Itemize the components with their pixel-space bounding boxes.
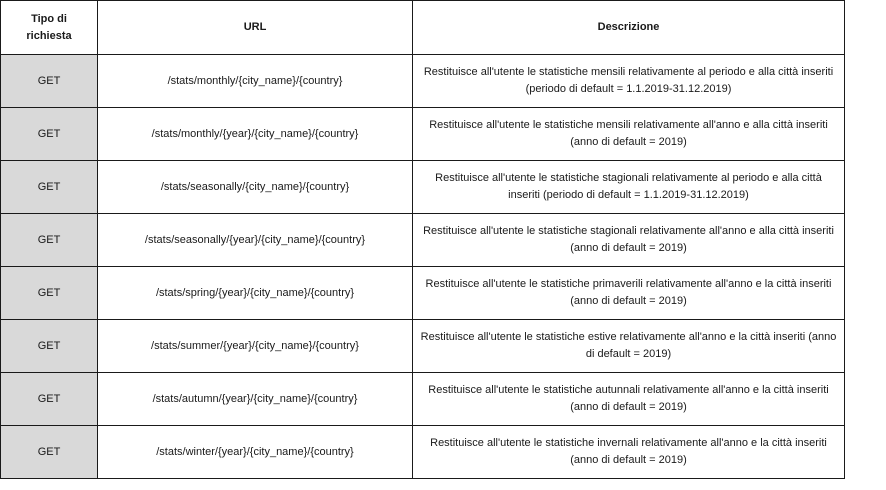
table-row [1, 214, 845, 267]
description-cell: Restituisce all'utente le statistiche stagionali relativamente al periodo e alla città inseriti (periodo di default = 1.1.2019-31.12.2019) [413, 161, 845, 214]
description-cell: Restituisce all'utente le statistiche autunnali relativamente all'anno e la città inseriti (anno di default = 2019) [413, 373, 845, 426]
description-cell: Restituisce all'utente le statistiche invernali relativamente all'anno e la città inseriti (anno di default = 2019) [413, 426, 845, 479]
description-cell: Restituisce all'utente le statistiche primaverili relativamente all'anno e la città inseriti (anno di default = 2019) [413, 267, 845, 320]
url-cell: /stats/spring/{year}/{city_name}/{country} [98, 267, 413, 320]
table-row [1, 267, 845, 320]
header-url: URL [98, 1, 413, 55]
url-cell: /stats/autumn/{year}/{city_name}/{country} [98, 373, 413, 426]
table-row [1, 161, 845, 214]
description-cell: Restituisce all'utente le statistiche stagionali relativamente all'anno e alla città inseriti (anno di default = 2019) [413, 214, 845, 267]
method-cell: GET [1, 320, 98, 373]
description-cell: Restituisce all'utente le statistiche mensili relativamente al periodo e alla città inseriti (periodo di default = 1.1.2019-31.12.2019) [413, 55, 845, 108]
description-cell: Restituisce all'utente le statistiche estive relativamente all'anno e la città inseriti (anno di default = 2019) [413, 320, 845, 373]
method-cell: GET [1, 373, 98, 426]
table-row [1, 108, 845, 161]
method-cell: GET [1, 161, 98, 214]
table-row [1, 373, 845, 426]
method-cell: GET [1, 267, 98, 320]
description-cell: Restituisce all'utente le statistiche mensili relativamente all'anno e alla città inseriti (anno di default = 2019) [413, 108, 845, 161]
method-cell: GET [1, 55, 98, 108]
table-row [1, 426, 845, 479]
method-cell: GET [1, 214, 98, 267]
url-cell: /stats/seasonally/{year}/{city_name}/{country} [98, 214, 413, 267]
table-row [1, 320, 845, 373]
table-row [1, 55, 845, 108]
method-cell: GET [1, 426, 98, 479]
url-cell: /stats/monthly/{city_name}/{country} [98, 55, 413, 108]
url-cell: /stats/summer/{year}/{city_name}/{country} [98, 320, 413, 373]
header-row [1, 1, 845, 55]
url-cell: /stats/seasonally/{city_name}/{country} [98, 161, 413, 214]
header-description: Descrizione [413, 1, 845, 55]
url-cell: /stats/winter/{year}/{city_name}/{country} [98, 426, 413, 479]
method-cell: GET [1, 108, 98, 161]
header-method: Tipo di richiesta [1, 1, 98, 55]
url-cell: /stats/monthly/{year}/{city_name}/{country} [98, 108, 413, 161]
